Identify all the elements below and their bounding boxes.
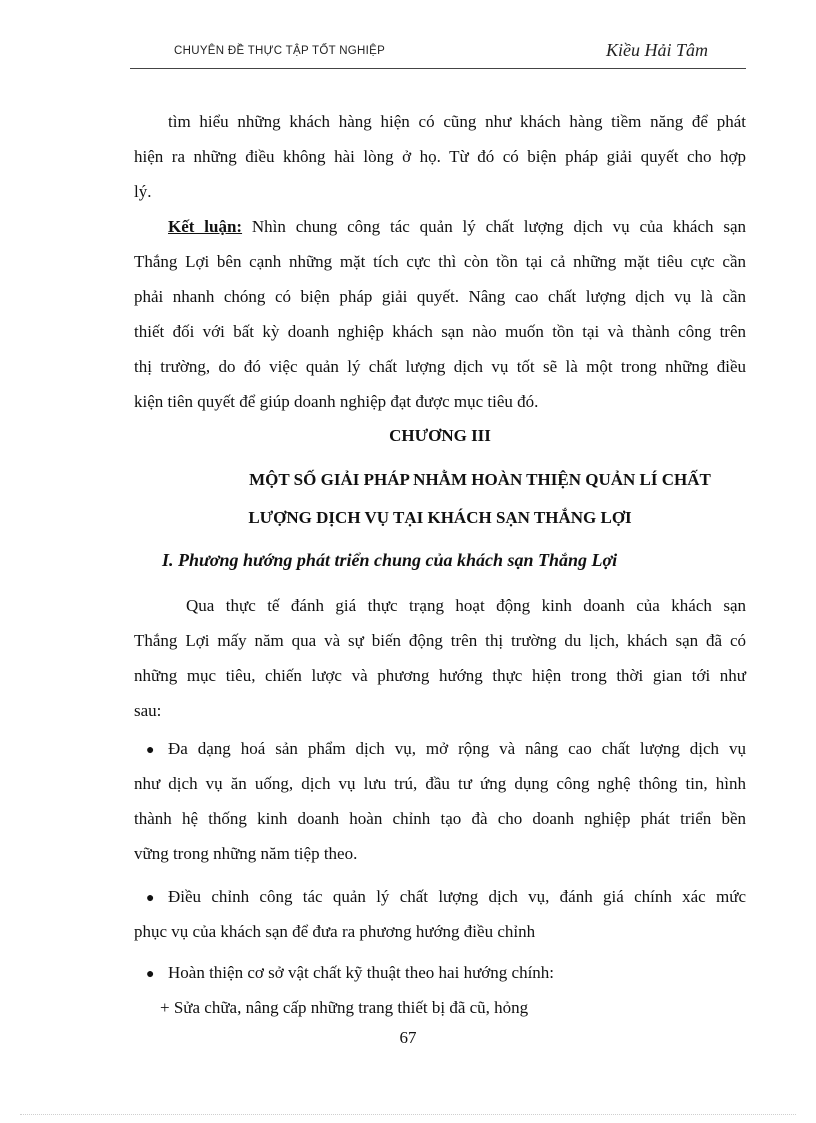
paragraph-line: Qua thực tế đánh giá thực trạng hoạt động kinh doanh của khách sạn — [186, 596, 746, 615]
page-header — [130, 38, 746, 66]
chapter-title-line-1: MỘT SỐ GIẢI PHÁP NHẰM HOÀN THIỆN QUẢN LÍ CHẤT — [249, 470, 711, 489]
paragraph-line: Thắng Lợi mấy năm qua và sự biến động trên thị trường du lịch, khách sạn đã có — [134, 631, 746, 650]
bullet-icon: ● — [146, 891, 155, 906]
paragraph-line: hiện ra những điều không hài lòng ở họ. Từ đó có biện pháp giải quyết cho hợp — [134, 147, 746, 166]
section-heading: I. Phương hướng phát triển chung của khách sạn Thắng Lợi — [162, 550, 618, 570]
paragraph-line: sau: — [134, 701, 162, 720]
paragraph-line: phải nhanh chóng có biện pháp giải quyết. Nâng cao chất lượng dịch vụ là cần — [134, 287, 746, 306]
sub-item: + Sửa chữa, nâng cấp những trang thiết bị đã cũ, hỏng — [160, 998, 529, 1017]
bullet-icon: ● — [146, 743, 155, 758]
conclusion-first-text: Nhìn chung công tác quản lý chất lượng dịch vụ của khách sạn — [251, 217, 746, 236]
paragraph-line: thị trường, do đó việc quản lý chất lượng dịch vụ tốt sẽ là một trong những điều — [134, 357, 746, 376]
paragraph-line: tìm hiểu những khách hàng hiện có cũng như khách hàng tiềm năng để phát — [168, 112, 746, 131]
paragraph-line: lý. — [134, 182, 152, 201]
paragraph-line: thiết đối với bất kỳ doanh nghiệp khách sạn nào muốn tồn tại và thành công trên — [134, 322, 746, 341]
conclusion-label: Kết luận: — [168, 217, 243, 236]
conclusion-first-line — [134, 209, 746, 244]
page-bottom-border — [20, 1114, 796, 1115]
bullet-item-1: ● Đa dạng hoá sản phẩm dịch vụ, mở rộng và nâng cao chất lượng dịch vụ — [134, 731, 746, 766]
bullet-icon: ● — [146, 967, 155, 982]
paragraph-line: phục vụ của khách sạn để đưa ra phương hướng điều chỉnh — [134, 922, 536, 941]
body-text-block-2 — [134, 588, 746, 728]
header-author: Kiều Hải Tâm — [605, 40, 708, 60]
paragraph-line: vững trong những năm tiệp theo. — [134, 844, 358, 863]
body-text-block-1 — [134, 104, 746, 419]
bullet-item-3: ● Hoàn thiện cơ sở vật chất kỹ thuật theo hai hướng chính: — [134, 955, 746, 990]
paragraph-line: kiện tiên quyết để giúp doanh nghiệp đạt được mục tiêu đó. — [134, 392, 539, 411]
bullet-item-2: ● Điều chỉnh công tác quản lý chất lượng dịch vụ, đánh giá chính xác mức — [134, 879, 746, 914]
paragraph-line: những mục tiêu, chiến lược và phương hướng thực hiện trong thời gian tới như — [134, 666, 746, 685]
paragraph-line: Thắng Lợi bên cạnh những mặt tích cực thì còn tồn tại cả những mặt tiêu cực cần — [134, 252, 746, 271]
paragraph-line: thành hệ thống kinh doanh hoàn chỉnh tạo đà cho doanh nghiệp phát triển bền — [134, 809, 746, 828]
chapter-title-line-2: LƯỢNG DỊCH VỤ TẠI KHÁCH SẠN THẮNG LỢI — [248, 508, 632, 527]
header-title: CHUYÊN ĐỀ THỰC TẬP TỐT NGHIỆP — [174, 45, 386, 57]
bullet-list — [134, 731, 746, 1025]
header-divider — [130, 68, 746, 69]
page-number: 67 — [399, 1028, 417, 1047]
chapter-number: CHƯƠNG III — [389, 426, 491, 445]
paragraph-line: như dịch vụ ăn uống, dịch vụ lưu trú, đầu tư ứng dụng công nghệ thông tin, hình — [134, 774, 746, 793]
